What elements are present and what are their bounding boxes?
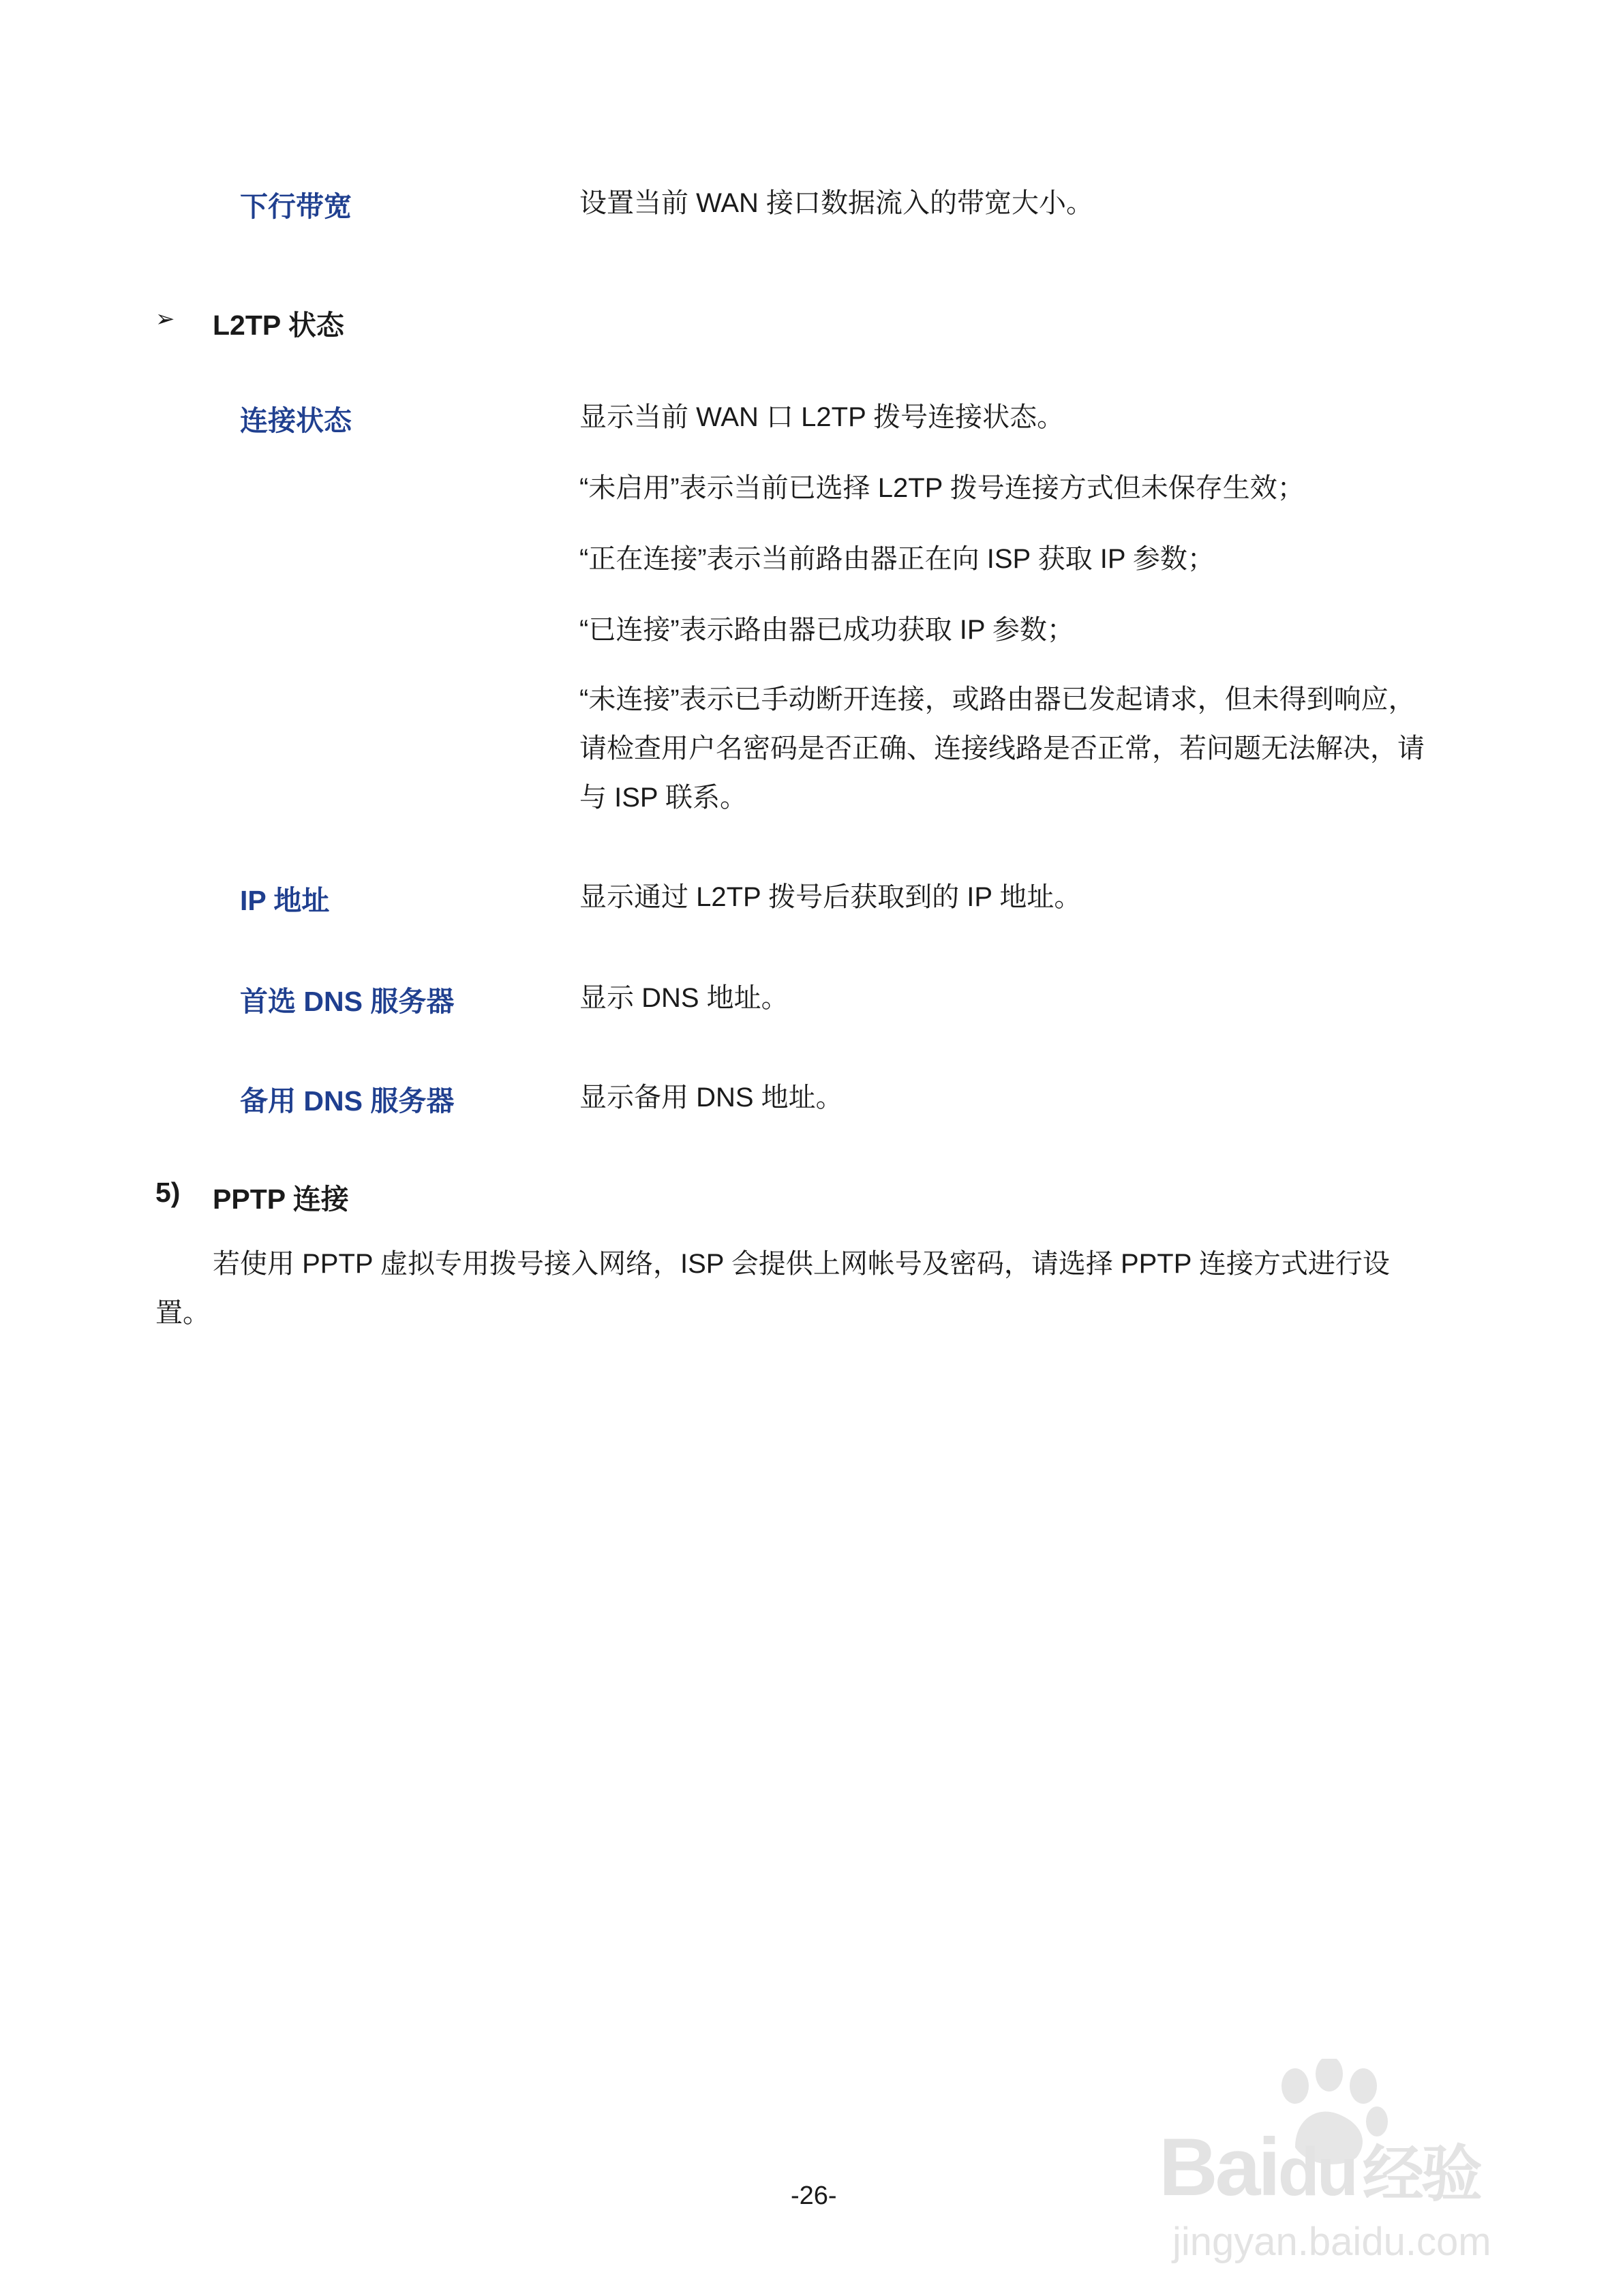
backup-dns-desc: 显示备用 DNS 地址。	[579, 1083, 843, 1113]
backup-dns-term: 备用 DNS 服务器	[240, 1085, 455, 1117]
downstream-bandwidth-term: 下行带宽	[240, 191, 352, 222]
connection-status-desc-line: “未启用”表示当前已选择 L2TP 拨号连接方式但未保存生效；	[579, 473, 1305, 503]
ip-address-desc: 显示通过 L2TP 拨号后获取到的 IP 地址。	[579, 882, 1082, 912]
watermark-url: jingyan.baidu.com	[1172, 2220, 1491, 2264]
connection-status-desc-line: 请检查用户名密码是否正确、连接线路是否正常，若问题无法解决，请	[579, 734, 1425, 764]
pptp-section-heading: PPTP 连接	[213, 1183, 349, 1215]
downstream-bandwidth-desc: 设置当前 WAN 接口数据流入的带宽大小。	[579, 188, 1094, 218]
watermark-brand-bai: Bai	[1159, 2121, 1278, 2213]
watermark-brand-du: du	[1277, 2134, 1356, 2210]
primary-dns-desc: 显示 DNS 地址。	[579, 983, 789, 1013]
pptp-paragraph-line: 置。	[155, 1298, 210, 1328]
connection-status-desc-line: “正在连接”表示当前路由器正在向 ISP 获取 IP 参数；	[579, 544, 1215, 574]
ip-address-term: IP 地址	[240, 885, 330, 916]
bullet-arrow-icon: ➢	[155, 306, 175, 332]
primary-dns-term: 首选 DNS 服务器	[240, 986, 455, 1017]
watermark-brand-suffix: 经验	[1362, 2141, 1480, 2209]
l2tp-status-heading: L2TP 状态	[213, 309, 344, 341]
connection-status-desc-line: 与 ISP 联系。	[579, 783, 747, 813]
connection-status-desc-line: “未连接”表示已手动断开连接，或路由器已发起请求，但未得到响应，	[579, 684, 1416, 714]
connection-status-desc-line: 显示当前 WAN 口 L2TP 拨号连接状态。	[579, 402, 1065, 432]
watermark	[1159, 2059, 1568, 2263]
pptp-section-number: 5)	[155, 1177, 181, 1208]
pptp-paragraph-line: 若使用 PPTP 虚拟专用拨号接入网络，ISP 会提供上网帐号及密码，请选择 PPTP 连接方式进行设	[213, 1249, 1390, 1279]
watermark-brand	[1159, 2120, 1480, 2214]
connection-status-desc-line: “已连接”表示路由器已成功获取 IP 参数；	[579, 615, 1074, 645]
connection-status-term: 连接状态	[240, 405, 352, 436]
page-number: -26-	[791, 2181, 837, 2210]
